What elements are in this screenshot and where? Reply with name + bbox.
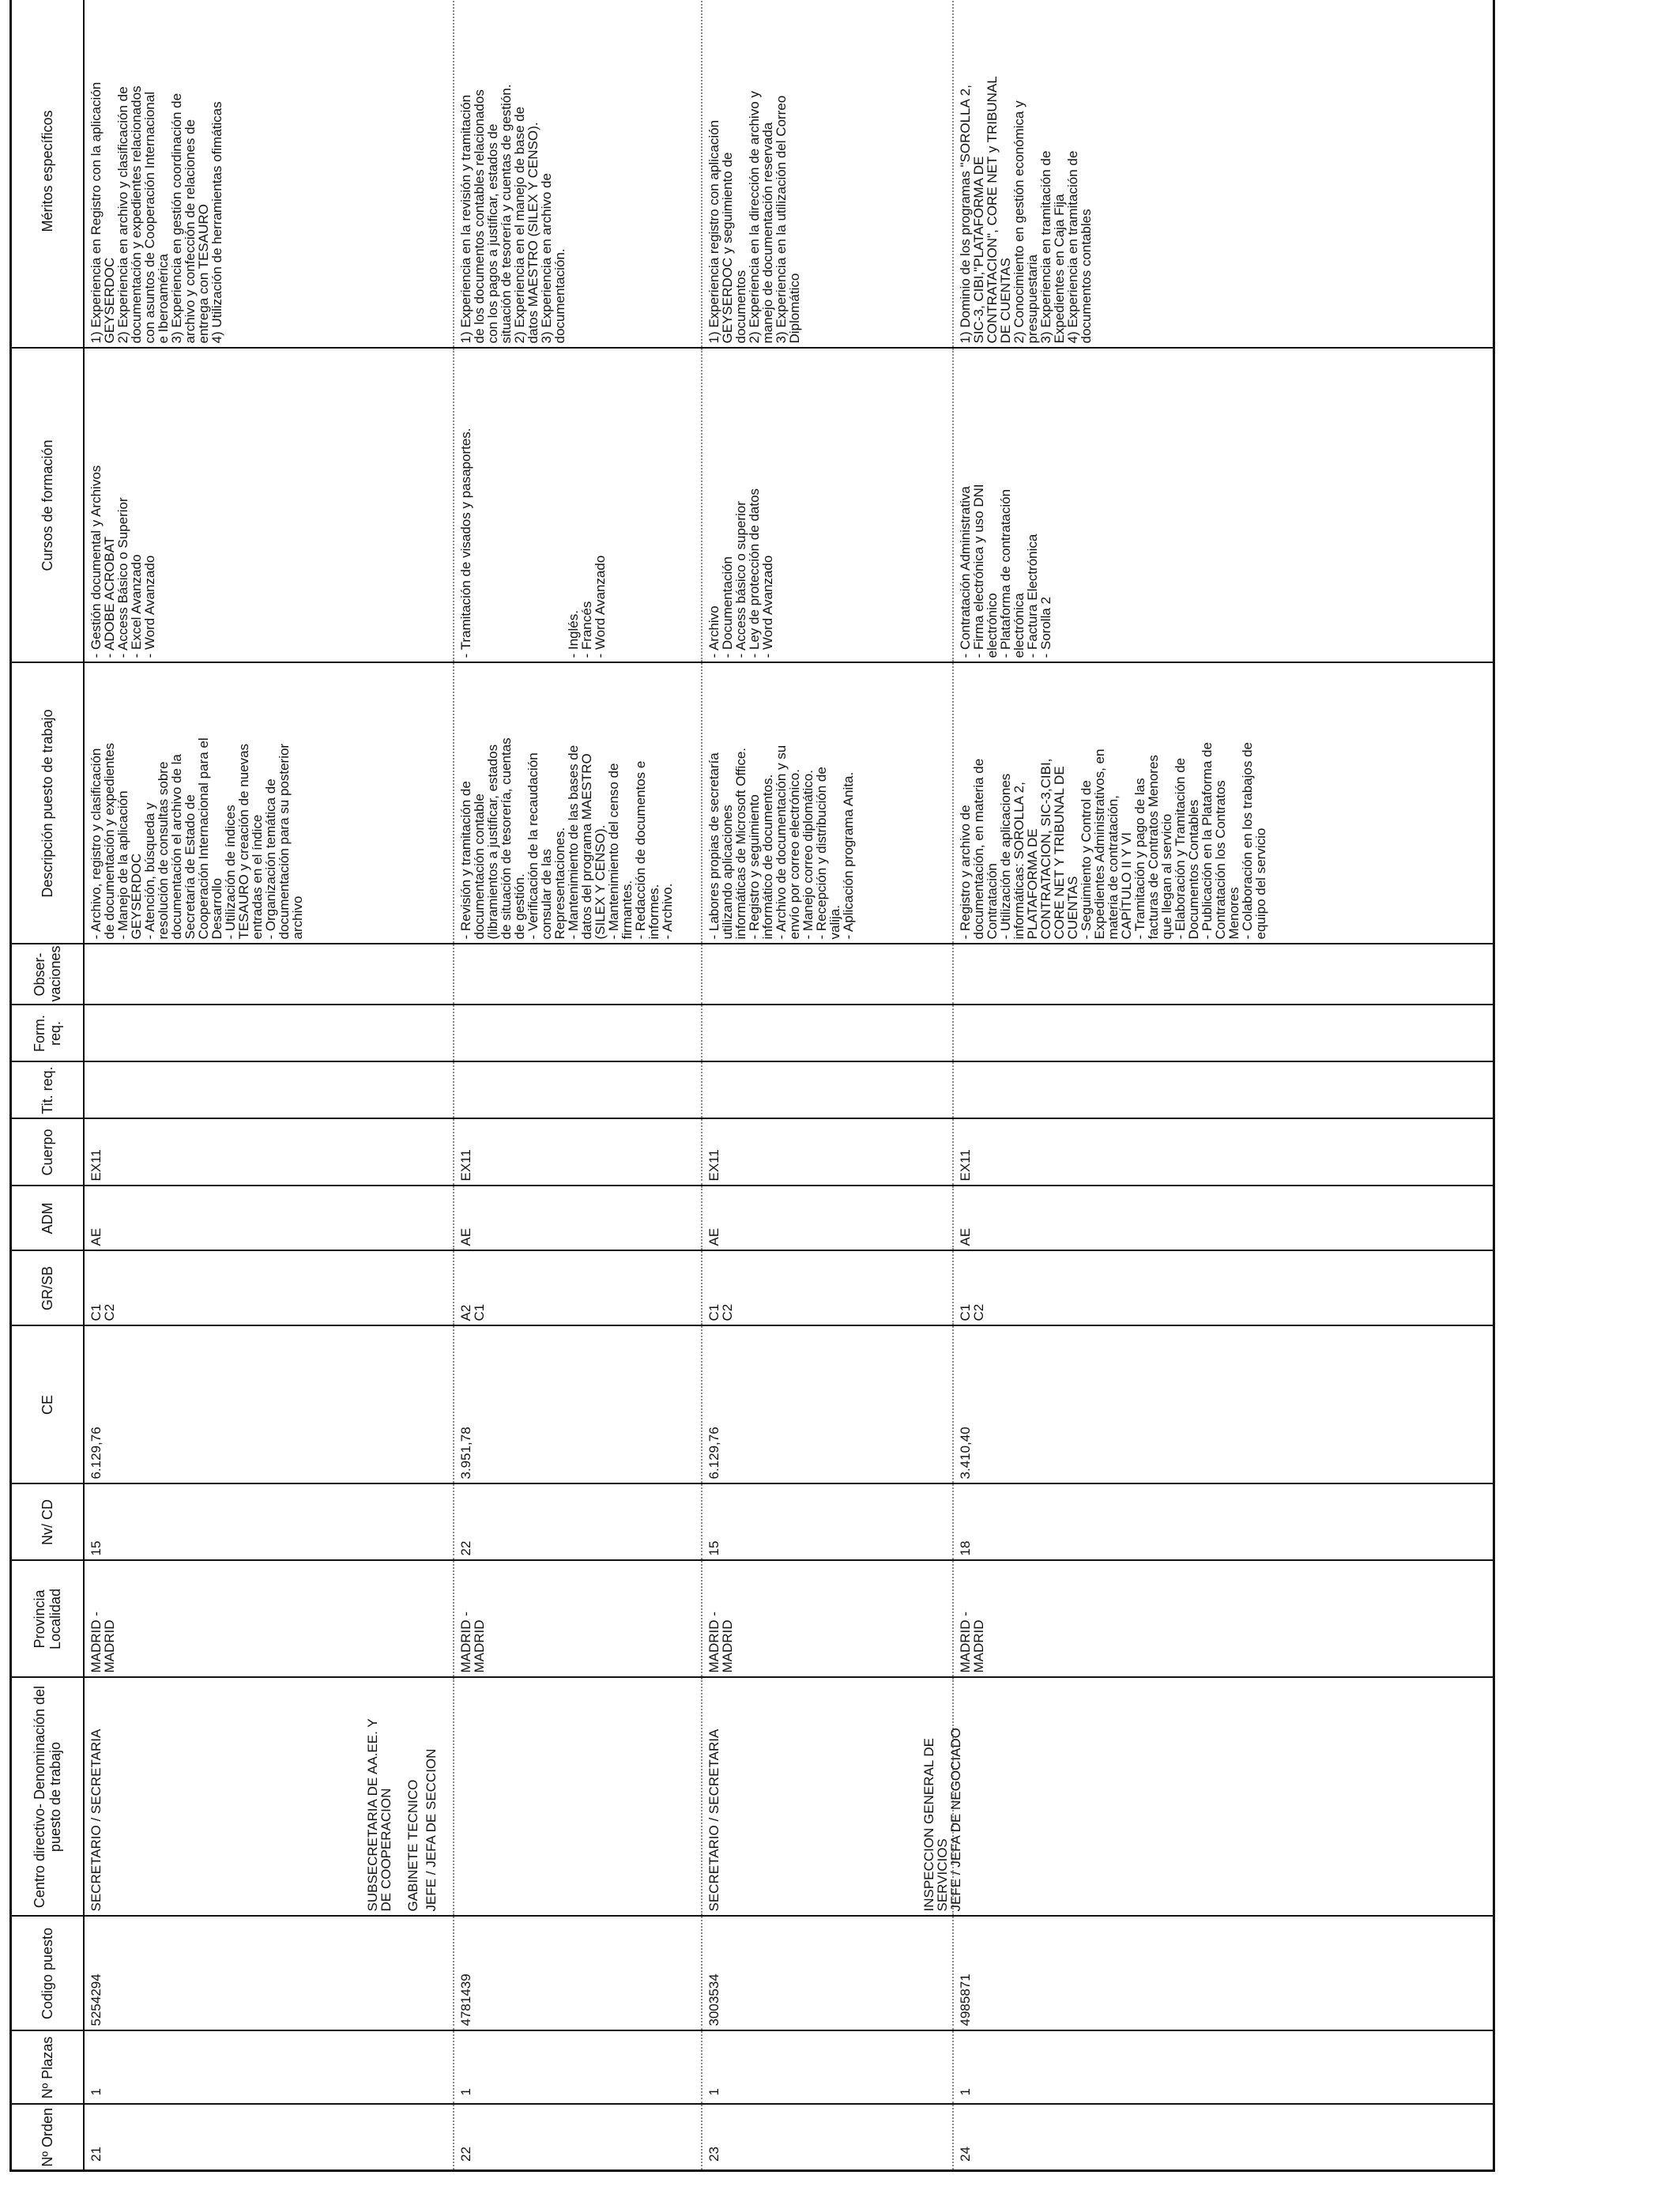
cell-cursos: - Tramitación de visados y pasaportes. - Inglés. - Francés - Word Avanzado — [454, 349, 702, 663]
cell-grupo: A2 C1 — [454, 1251, 702, 1326]
puesto-denominacion: SECRETARIO / SECRETARIA — [89, 1728, 104, 1912]
cell-provincia: MADRID - MADRID — [953, 1561, 1494, 1678]
cell-centro — [365, 1678, 702, 1917]
cell-meritos: 1) Experiencia en la revisión y tramitación de los documentos contables relacionados con los pagos a justificar, estados de situación de tesorería y cuentas de gestión. 2) Experiencia en el manejo de base de datos MAESTRO (SILEX Y CENSO). 3) Experiencia en archivo de documentación. — [454, 0, 702, 349]
cell-descripcion: - Registro y archivo de documentación, en materia de Contratación - Utilización de aplicaciones informáticas: SOROLLA 2, PLATAFORMA DE CONTRATACION, SIC-3,CIBI, CORE NET Y TRIBUNAL DE CUENTAS - Seguimiento y Control de Expedientes Administrativos, en materia de contratación, CAPÍTULO II Y VI - Tramitación y pago de las facturas de Contratos Menores que llegan al servicio - Elaboración y Tramitación de Documentos Contables - Publicación en la Plataforma de Contratación los Contratos Menores - Colaboración en los trabajos de equipo del servicio — [953, 663, 1494, 944]
cell-cursos: - Archivo - Documentación - Access básico o superior - Ley de protección de datos - Word Avanzado — [702, 349, 953, 663]
cell-observaciones — [454, 944, 702, 1005]
cell-codigo: 5254294 — [84, 1917, 454, 2031]
job-positions-table — [9, 0, 1495, 2172]
header-plazas: Nº Plazas — [11, 2031, 85, 2105]
cell-descripcion: - Labores propias de secretaría utilizando aplicaciones informáticas de Microsoft Office. - Registro y seguimiento informático de documentos. - Archivo de documentación y su envío por correo electrónico. - Manejo correo diplomático. - Recepción y distribución de valija. - Aplicación programa Anita. — [702, 663, 953, 944]
cell-descripcion: - Archivo, registro y clasificación de documentación y expedientes - Manejo de la aplicación GEYSERDOC - Atención, búsqueda y resolución de consultas sobre documentación el archivo de la Secretaría de Estado de Cooperación Internacional para el Desarrollo - Utilización de índices TESAURO y creación de nuevas entradas en el índice - Organización temática de documentación para su posterior archivo — [84, 663, 454, 944]
cell-cuerpo: EX11 — [953, 1119, 1494, 1186]
header-adm: ADM — [11, 1186, 85, 1251]
cell-adm: AE — [454, 1186, 702, 1251]
cell-nivel: 18 — [953, 1484, 1494, 1561]
cell-nivel: 15 — [84, 1484, 454, 1561]
cell-cuerpo: EX11 — [454, 1119, 702, 1186]
cell-titulacion — [702, 1062, 953, 1119]
cell-meritos: 1) Experiencia en Registro con la aplicación GEYSERDOC 2) Experiencia en archivo y clasificación de documentación y expedientes relacionados con asuntos de Cooperación Internacional e Iberoamérica 3) Experiencia en gestión coordinación de archivo y confección de relaciones de entrega con TESAURO 4) Utilización de herramientas ofimáticas — [84, 0, 454, 349]
cell-orden: 22 — [454, 2105, 702, 2171]
header-grupo: GR/SB — [11, 1251, 85, 1326]
cell-ce: 3.951,78 — [454, 1326, 702, 1484]
cell-meritos: 1) Experiencia registro con aplicación GEYSERDOC y seguimiento de documentos 2) Experiencia en la dirección de archivo y manejo de documentación reservada 3) Experiencia en la utilización del Correo Diplomático — [702, 0, 953, 349]
cell-titulacion — [84, 1062, 454, 1119]
cell-plazas: 1 — [953, 2031, 1494, 2105]
centro-directivo: INSPECCION GENERAL DE SERVICIOS — [921, 1738, 950, 1912]
cell-observaciones — [953, 944, 1494, 1005]
cell-adm: AE — [953, 1186, 1494, 1251]
table-row — [702, 0, 953, 2171]
cell-plazas: 1 — [454, 2031, 702, 2105]
cell-cursos: - Gestión documental y Archivos - ADOBE ACROBAT - Access Básico o Superior - Excel Avanzado - Word Avanzado — [84, 349, 454, 663]
cell-descripcion: - Revisión y tramitación de documentación contable (libramientos a justificar, estados de situación de tesorería, cuentas de gestión. - Verificación de la recaudación consular de las Representaciones. - Mantenimiento de las bases de datos del programa MAESTRO (SILEX Y CENSO). - Mantenimiento del censo de firmantes. - Redacción de documentos e informes. - Archivo. — [454, 663, 702, 944]
cell-formacion — [953, 1005, 1494, 1062]
header-descripcion: Descripción puesto de trabajo — [11, 663, 85, 944]
cell-orden: 23 — [702, 2105, 953, 2171]
cell-grupo: C1 C2 — [953, 1251, 1494, 1326]
cell-centro — [702, 1678, 953, 1917]
cell-provincia: MADRID - MADRID — [702, 1561, 953, 1678]
header-cuerpo: Cuerpo — [11, 1119, 85, 1186]
cell-cuerpo: EX11 — [84, 1119, 454, 1186]
header-provincia: Provincia Localidad — [11, 1561, 85, 1678]
cell-provincia: MADRID - MADRID — [84, 1561, 454, 1678]
puesto-denominacion: SECRETARIO / SECRETARIA — [706, 1728, 721, 1912]
cell-grupo: C1 C2 — [84, 1251, 454, 1326]
header-meritos: Méritos específicos — [11, 0, 85, 349]
cell-codigo: 3003534 — [702, 1917, 953, 2031]
cell-cuerpo: EX11 — [702, 1119, 953, 1186]
header-observaciones: Obser- vaciones — [11, 944, 85, 1005]
cell-nivel: 22 — [454, 1484, 702, 1561]
header-cursos: Cursos de formación — [11, 349, 85, 663]
cell-formacion — [84, 1005, 454, 1062]
header-orden: Nº Orden — [11, 2105, 85, 2171]
cell-observaciones — [702, 944, 953, 1005]
header-formacion: Form. req. — [11, 1005, 85, 1062]
cell-codigo: 4781439 — [454, 1917, 702, 2031]
cell-cursos: - Contratación Administrativa - Firma electrónica y uso DNI electrónico - Plataforma de contratación electrónica - Factura Electrónica - Sorolla 2 — [953, 349, 1494, 663]
cell-ce: 6.129,76 — [702, 1326, 953, 1484]
cell-orden: 21 — [84, 2105, 454, 2171]
header-nivel: Nv/ CD — [11, 1484, 85, 1561]
cell-observaciones — [84, 944, 454, 1005]
cell-nivel: 15 — [702, 1484, 953, 1561]
cell-meritos: 1) Dominio de los programas "SOROLLA 2, SIC-3, CIBI,"PLATAFORMA DE CONTRATACION", CORE NET y TRIBUNAL DE CUENTAS 2) Conocimiento en gestión económica y presupuestaria 3) Experiencia en tramitación de Expedientes en Caja Fija 4) Experiencia en tramitación de documentos contables — [953, 0, 1494, 349]
cell-plazas: 1 — [84, 2031, 454, 2105]
header-codigo: Codigo puesto — [11, 1917, 85, 2031]
puesto-denominacion: JEFE / JEFA DE NEGOCIADO — [948, 1728, 963, 1912]
cell-titulacion — [454, 1062, 702, 1119]
cell-formacion — [454, 1005, 702, 1062]
header-titulacion: Tit. req. — [11, 1062, 85, 1119]
cell-provincia: MADRID - MADRID — [454, 1561, 702, 1678]
cell-ce: 6.129,76 — [84, 1326, 454, 1484]
centro-directivo: SUBSECRETARIA DE AA.EE. Y DE COOPERACION GABINETE TECNICO — [365, 1718, 420, 1912]
cell-formacion — [702, 1005, 953, 1062]
cell-centro — [921, 1678, 1494, 1917]
cell-adm: AE — [702, 1186, 953, 1251]
cell-ce: 3.410,40 — [953, 1326, 1494, 1484]
cell-codigo: 4985871 — [953, 1917, 1494, 2031]
cell-titulacion — [953, 1062, 1494, 1119]
table-row — [953, 0, 1494, 2171]
cell-orden: 24 — [953, 2105, 1494, 2171]
cell-plazas: 1 — [702, 2031, 953, 2105]
table-row — [454, 0, 702, 2171]
cell-grupo: C1 C2 — [702, 1251, 953, 1326]
puesto-denominacion: JEFE / JEFA DE SECCION — [424, 1748, 439, 1912]
header-ce: CE — [11, 1326, 85, 1484]
header-row — [11, 0, 85, 2171]
cell-adm: AE — [84, 1186, 454, 1251]
header-centro: Centro directivo- Denominación del puesto de trabajo — [11, 1678, 85, 1917]
